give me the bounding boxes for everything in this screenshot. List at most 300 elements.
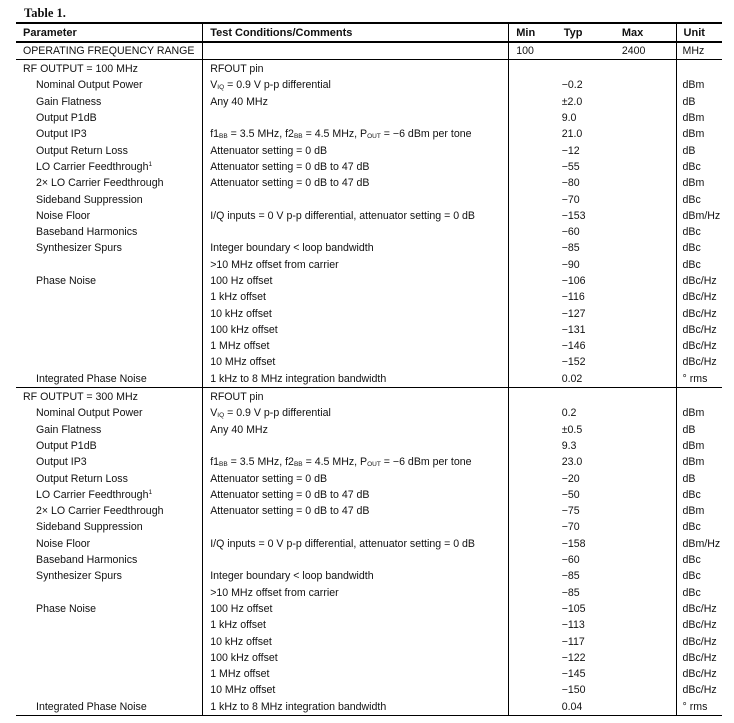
min-cell <box>509 487 557 503</box>
typ-cell: 9.3 <box>561 439 577 452</box>
table-row <box>16 257 722 273</box>
min-cell <box>509 650 557 666</box>
subscript: OUT <box>367 133 381 141</box>
unit-cell: dB <box>676 422 722 438</box>
max-cell <box>615 338 676 354</box>
min-cell <box>509 338 557 354</box>
min-cell <box>509 552 557 568</box>
conditions-cell: 1 MHz offset <box>203 338 509 354</box>
max-cell <box>615 60 676 78</box>
unit-cell: dBc <box>676 487 722 503</box>
min-cell <box>509 191 557 207</box>
unit-cell: dBc/Hz <box>676 650 722 666</box>
parameter-cell <box>16 682 203 698</box>
unit-cell: dBc <box>676 191 722 207</box>
typ-cell: 0.2 <box>561 407 577 420</box>
unit-cell: dBc/Hz <box>676 617 722 633</box>
parameter-cell: Phase Noise <box>36 275 97 287</box>
unit-cell <box>676 60 722 78</box>
table-row <box>16 699 722 716</box>
conditions-cell: Any 40 MHz <box>203 422 509 438</box>
unit-cell: ° rms <box>676 371 722 388</box>
section-heading-row <box>16 60 722 78</box>
parameter-cell: Output P1dB <box>36 439 97 452</box>
typ-cell: −12 <box>561 144 580 157</box>
typ-cell: −117 <box>561 635 585 648</box>
subscript: OUT <box>367 461 381 469</box>
typ-cell: 23.0 <box>561 456 583 469</box>
unit-cell: dBm/Hz <box>676 208 722 224</box>
max-cell <box>615 454 676 470</box>
min-cell <box>509 354 557 370</box>
typ-cell: −105 <box>561 602 586 615</box>
parameter-cell <box>16 633 203 649</box>
typ-cell: −122 <box>561 651 586 664</box>
column-header-typ: Typ <box>557 23 615 42</box>
min-cell <box>509 224 557 240</box>
operating-frequency-row <box>16 42 722 60</box>
min-cell <box>509 699 557 716</box>
conditions-cell <box>203 224 509 240</box>
unit-cell: dBc <box>676 585 722 601</box>
typ-cell: −116 <box>561 291 585 304</box>
column-header-parameter: Parameter <box>16 23 203 42</box>
table-row <box>16 617 722 633</box>
parameter-cell: OPERATING FREQUENCY RANGE <box>16 42 203 60</box>
conditions-cell: Attenuator setting = 0 dB to 47 dB <box>203 159 509 175</box>
typ-cell: −152 <box>561 356 586 369</box>
table-row <box>16 536 722 552</box>
table-row <box>16 273 722 289</box>
conditions-cell: 10 kHz offset <box>203 633 509 649</box>
unit-cell: dBc/Hz <box>676 338 722 354</box>
conditions-cell <box>203 42 509 60</box>
max-cell <box>615 405 676 421</box>
parameter-cell <box>16 305 203 321</box>
typ-cell <box>557 42 615 60</box>
unit-cell: dBc <box>676 568 722 584</box>
conditions-cell: 100 kHz offset <box>203 650 509 666</box>
specifications-table <box>16 22 722 716</box>
unit-cell: dBc/Hz <box>676 322 722 338</box>
min-cell <box>509 175 557 191</box>
conditions-cell: $f1_{BB} = 3.5$ MHz, $f2_{BB} = 4.5$ MHz, $P_{OUT} = -6$ dBm per tone <box>203 454 509 470</box>
table-row <box>16 454 722 470</box>
table-row <box>16 224 722 240</box>
conditions-cell <box>203 110 509 126</box>
typ-cell: ±2.0 <box>561 95 583 108</box>
conditions-cell: I/Q inputs = 0 V p-p differential, attenuator setting = 0 dB <box>203 536 509 552</box>
parameter-cell <box>16 354 203 370</box>
parameter-cell: Phase Noise <box>36 602 97 615</box>
parameter-cell: Noise Floor <box>36 537 91 550</box>
max-cell <box>615 142 676 158</box>
conditions-cell: 1 kHz to 8 MHz integration bandwidth <box>203 699 509 716</box>
min-cell <box>509 633 557 649</box>
unit-cell: dBc <box>676 257 722 273</box>
parameter-cell: Noise Floor <box>36 209 91 222</box>
max-cell <box>615 191 676 207</box>
conditions-cell: Integer boundary < loop bandwidth <box>203 240 509 256</box>
max-cell <box>615 240 676 256</box>
typ-cell: 9.0 <box>561 112 577 125</box>
conditions-cell: 100 Hz offset <box>203 273 509 289</box>
unit-cell: dBc <box>676 224 722 240</box>
max-cell <box>615 536 676 552</box>
conditions-cell: $V_{IQ} = 0.9$ V p-p differential <box>203 77 509 93</box>
unit-cell: dBc/Hz <box>676 289 722 305</box>
min-cell <box>509 208 557 224</box>
max-cell: 2400 <box>615 42 676 60</box>
parameter-cell: Synthesizer Spurs <box>36 570 122 583</box>
table-row <box>16 94 722 110</box>
typ-cell: −60 <box>561 226 580 239</box>
table-row <box>16 519 722 535</box>
conditions-cell <box>203 438 509 454</box>
subscript: IQ <box>217 84 225 92</box>
section-heading-conditions: RFOUT pin <box>203 387 509 405</box>
table-row <box>16 289 722 305</box>
max-cell <box>615 289 676 305</box>
table-row <box>16 405 722 421</box>
typ-cell: −146 <box>561 340 586 353</box>
max-cell <box>615 682 676 698</box>
table-row <box>16 487 722 503</box>
header-row <box>16 23 722 42</box>
typ-cell: −150 <box>561 684 586 697</box>
max-cell <box>615 585 676 601</box>
unit-cell: dB <box>676 470 722 486</box>
parameter-cell: Output Return Loss <box>36 472 128 485</box>
parameter-cell: Output IP3 <box>36 456 87 469</box>
parameter-cell: Nominal Output Power <box>36 407 143 420</box>
parameter-cell: Baseband Harmonics <box>36 226 138 239</box>
max-cell <box>615 666 676 682</box>
table-row <box>16 371 722 388</box>
typ-cell: −80 <box>561 177 580 190</box>
unit-cell <box>676 387 722 405</box>
table-row <box>16 142 722 158</box>
unit-cell: dBc <box>676 240 722 256</box>
min-cell <box>509 585 557 601</box>
table-title: Table 1. <box>24 6 66 20</box>
subscript: BB <box>219 133 228 141</box>
column-header-unit: Unit <box>676 23 722 42</box>
parameter-cell: Nominal Output Power <box>36 79 143 92</box>
max-cell <box>615 354 676 370</box>
subscript: BB <box>293 461 303 469</box>
max-cell <box>615 175 676 191</box>
min-cell: 100 <box>509 42 557 60</box>
parameter-cell: Gain Flatness <box>36 423 102 436</box>
min-cell <box>509 387 557 405</box>
parameter-cell <box>16 585 203 601</box>
unit-cell: dBm <box>676 77 722 93</box>
conditions-cell: 10 MHz offset <box>203 354 509 370</box>
table-row <box>16 322 722 338</box>
max-cell <box>615 126 676 142</box>
parameter-cell: Integrated Phase Noise <box>16 699 203 716</box>
table-row <box>16 633 722 649</box>
max-cell <box>615 322 676 338</box>
table-row <box>16 568 722 584</box>
parameter-label: LO Carrier Feedthrough <box>36 160 149 173</box>
typ-cell <box>557 60 615 78</box>
unit-cell: dBm <box>676 126 722 142</box>
max-cell <box>615 387 676 405</box>
min-cell <box>509 470 557 486</box>
conditions-cell: Attenuator setting = 0 dB to 47 dB <box>203 503 509 519</box>
unit-cell: dB <box>676 142 722 158</box>
max-cell <box>615 438 676 454</box>
max-cell <box>615 110 676 126</box>
typ-cell: ±0.5 <box>561 423 583 436</box>
table-row <box>16 470 722 486</box>
min-cell <box>509 159 557 175</box>
max-cell <box>615 519 676 535</box>
min-cell <box>509 666 557 682</box>
parameter-cell <box>16 289 203 305</box>
parameter-cell: Output IP3 <box>36 128 87 141</box>
max-cell <box>615 371 676 388</box>
typ-cell: 0.04 <box>557 699 615 716</box>
typ-cell: −85 <box>561 242 580 255</box>
min-cell <box>509 519 557 535</box>
footnote-marker: 1 <box>148 488 153 496</box>
table-row <box>16 175 722 191</box>
unit-cell: dBc/Hz <box>676 666 722 682</box>
min-cell <box>509 601 557 617</box>
conditions-cell: Attenuator setting = 0 dB <box>203 470 509 486</box>
typ-cell: −50 <box>561 488 580 501</box>
typ-cell: 0.02 <box>557 371 615 388</box>
max-cell <box>615 568 676 584</box>
min-cell <box>509 110 557 126</box>
table-row <box>16 585 722 601</box>
table-row <box>16 601 722 617</box>
min-cell <box>509 422 557 438</box>
parameter-cell: Output Return Loss <box>36 144 128 157</box>
parameter-cell <box>16 338 203 354</box>
conditions-cell: I/Q inputs = 0 V p-p differential, attenuator setting = 0 dB <box>203 208 509 224</box>
conditions-cell: >10 MHz offset from carrier <box>203 585 509 601</box>
max-cell <box>615 650 676 666</box>
unit-cell: dBm <box>676 110 722 126</box>
min-cell <box>509 126 557 142</box>
typ-cell: −153 <box>561 209 586 222</box>
section-heading-row <box>16 387 722 405</box>
conditions-cell: Integer boundary < loop bandwidth <box>203 568 509 584</box>
table-row <box>16 240 722 256</box>
typ-cell: −106 <box>561 275 586 287</box>
unit-cell: dBc/Hz <box>676 633 722 649</box>
parameter-cell: Baseband Harmonics <box>36 554 138 567</box>
typ-cell: −60 <box>561 554 580 567</box>
table-row <box>16 650 722 666</box>
parameter-cell: Synthesizer Spurs <box>36 242 122 255</box>
max-cell <box>615 208 676 224</box>
min-cell <box>509 438 557 454</box>
max-cell <box>615 503 676 519</box>
min-cell <box>509 240 557 256</box>
min-cell <box>509 371 557 388</box>
parameter-cell <box>16 257 203 273</box>
typ-cell: −55 <box>561 160 580 173</box>
subscript: IQ <box>217 412 225 420</box>
min-cell <box>509 536 557 552</box>
column-header-max: Max <box>615 23 676 42</box>
min-cell <box>509 257 557 273</box>
max-cell <box>615 601 676 617</box>
conditions-cell: $V_{IQ} = 0.9$ V p-p differential <box>203 405 509 421</box>
conditions-cell <box>203 519 509 535</box>
min-cell <box>509 682 557 698</box>
typ-cell: −113 <box>561 619 585 632</box>
conditions-cell: 1 kHz offset <box>203 289 509 305</box>
min-cell <box>509 322 557 338</box>
parameter-cell: 2× LO Carrier Feedthrough <box>36 505 164 518</box>
section-heading: RF OUTPUT = 300 MHz <box>23 391 138 404</box>
conditions-cell: Attenuator setting = 0 dB to 47 dB <box>203 487 509 503</box>
unit-cell: dBc/Hz <box>676 601 722 617</box>
max-cell <box>615 305 676 321</box>
parameter-cell <box>16 617 203 633</box>
unit-cell: dBm <box>676 175 722 191</box>
typ-cell: −90 <box>561 258 580 271</box>
max-cell <box>615 633 676 649</box>
min-cell <box>509 289 557 305</box>
table-row <box>16 552 722 568</box>
table-row <box>16 159 722 175</box>
table-row <box>16 438 722 454</box>
table-row <box>16 682 722 698</box>
min-cell <box>509 77 557 93</box>
conditions-cell: Any 40 MHz <box>203 94 509 110</box>
unit-cell: dBc/Hz <box>676 682 722 698</box>
unit-cell: dBc <box>676 552 722 568</box>
typ-cell: −75 <box>561 505 580 518</box>
parameter-cell <box>16 487 203 503</box>
parameter-cell: 2× LO Carrier Feedthrough <box>36 177 164 190</box>
table-row <box>16 503 722 519</box>
unit-cell: dBc <box>676 519 722 535</box>
subscript: BB <box>219 461 228 469</box>
min-cell <box>509 568 557 584</box>
conditions-cell: >10 MHz offset from carrier <box>203 257 509 273</box>
section-heading: RF OUTPUT = 100 MHz <box>23 63 138 76</box>
max-cell <box>615 470 676 486</box>
table-row <box>16 354 722 370</box>
table-row <box>16 305 722 321</box>
max-cell <box>615 617 676 633</box>
max-cell <box>615 77 676 93</box>
max-cell <box>615 257 676 273</box>
max-cell <box>615 552 676 568</box>
typ-cell: −70 <box>561 193 580 206</box>
conditions-cell: 10 kHz offset <box>203 305 509 321</box>
section-heading-conditions: RFOUT pin <box>203 60 509 78</box>
conditions-cell: $f1_{BB} = 3.5$ MHz, $f2_{BB} = 4.5$ MHz, $P_{OUT} = -6$ dBm per tone <box>203 126 509 142</box>
max-cell <box>615 699 676 716</box>
min-cell <box>509 273 557 289</box>
conditions-cell <box>203 191 509 207</box>
min-cell <box>509 94 557 110</box>
table-row <box>16 126 722 142</box>
table-row <box>16 191 722 207</box>
unit-cell: dBm <box>676 405 722 421</box>
parameter-cell: Sideband Suppression <box>36 521 143 534</box>
column-header-conditions: Test Conditions/Comments <box>203 23 509 42</box>
min-cell <box>509 503 557 519</box>
conditions-cell: 1 kHz offset <box>203 617 509 633</box>
parameter-cell: Gain Flatness <box>36 95 102 108</box>
typ-cell: −85 <box>561 586 580 599</box>
parameter-label: LO Carrier Feedthrough <box>36 488 149 501</box>
parameter-cell <box>16 322 203 338</box>
conditions-cell: 10 MHz offset <box>203 682 509 698</box>
max-cell <box>615 487 676 503</box>
parameter-cell <box>16 650 203 666</box>
table-row <box>16 77 722 93</box>
table-row <box>16 666 722 682</box>
min-cell <box>509 617 557 633</box>
unit-cell: dBc/Hz <box>676 305 722 321</box>
typ-cell: −127 <box>561 307 586 320</box>
max-cell <box>615 273 676 289</box>
conditions-cell: Attenuator setting = 0 dB to 47 dB <box>203 175 509 191</box>
min-cell <box>509 60 557 78</box>
table-row <box>16 338 722 354</box>
footnote-marker: 1 <box>148 160 153 168</box>
parameter-cell <box>16 159 203 175</box>
typ-cell: −85 <box>561 570 580 583</box>
min-cell <box>509 405 557 421</box>
subscript: BB <box>293 133 303 141</box>
typ-cell: −145 <box>561 668 586 681</box>
min-cell <box>509 305 557 321</box>
max-cell <box>615 94 676 110</box>
parameter-cell: Integrated Phase Noise <box>16 371 203 388</box>
typ-cell: −70 <box>561 521 580 534</box>
min-cell <box>509 142 557 158</box>
unit-cell: dBc <box>676 159 722 175</box>
unit-cell: dBm <box>676 454 722 470</box>
typ-cell: −131 <box>561 323 586 336</box>
conditions-cell: 1 MHz offset <box>203 666 509 682</box>
unit-cell: ° rms <box>676 699 722 716</box>
unit-cell: dBm/Hz <box>676 536 722 552</box>
conditions-cell: Attenuator setting = 0 dB <box>203 142 509 158</box>
unit-cell: dBc/Hz <box>676 354 722 370</box>
typ-cell: 21.0 <box>561 128 583 141</box>
table-row <box>16 422 722 438</box>
min-cell <box>509 454 557 470</box>
typ-cell: −20 <box>561 472 580 485</box>
conditions-cell: 100 Hz offset <box>203 601 509 617</box>
parameter-cell: Sideband Suppression <box>36 193 143 206</box>
conditions-cell: 100 kHz offset <box>203 322 509 338</box>
unit-cell: dBm <box>676 438 722 454</box>
max-cell <box>615 224 676 240</box>
max-cell <box>615 159 676 175</box>
table-row <box>16 208 722 224</box>
table-row <box>16 110 722 126</box>
conditions-cell <box>203 552 509 568</box>
typ-cell: −0.2 <box>561 79 583 92</box>
unit-cell: dBm <box>676 503 722 519</box>
parameter-cell: Output P1dB <box>36 112 97 125</box>
max-cell <box>615 422 676 438</box>
